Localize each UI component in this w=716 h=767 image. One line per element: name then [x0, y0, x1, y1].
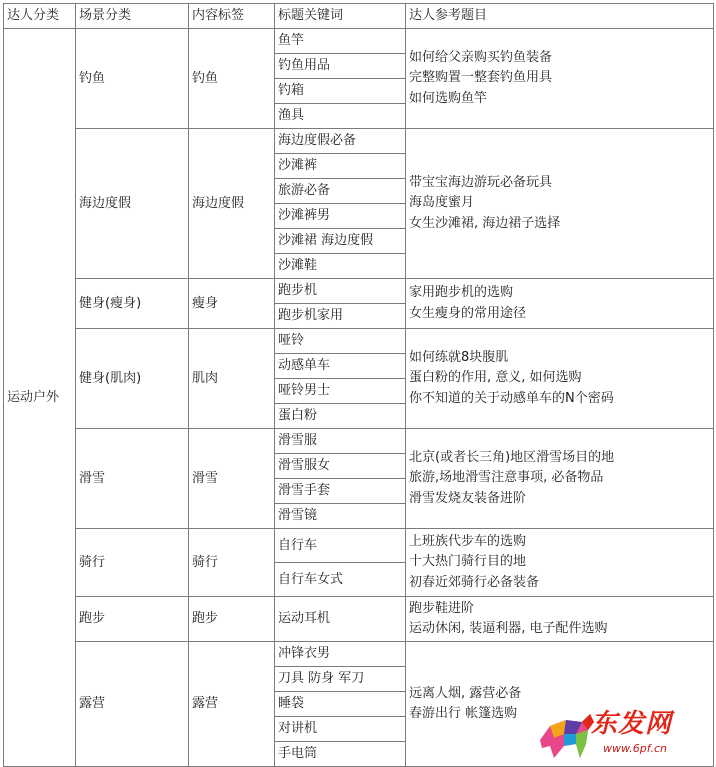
- header-col3: 内容标签: [188, 3, 275, 29]
- scene-cell: 跑步: [75, 596, 189, 642]
- topic-line: 蛋白粉的作用, 意义, 如何选购: [409, 370, 582, 386]
- topic-line: 带宝宝海边游玩必备玩具: [409, 174, 553, 190]
- topics-cell: [405, 128, 714, 279]
- topic-line: 上班族代步车的选购: [409, 533, 527, 549]
- keyword-cell: 自行车女式: [274, 562, 406, 597]
- keyword-cell: 沙滩裤: [274, 153, 406, 179]
- tag-cell: 海边度假: [188, 128, 275, 279]
- topic-line: 远离人烟, 露营必备: [409, 685, 522, 701]
- tag-cell: 滑雪: [188, 428, 275, 529]
- header-col1: 达人分类: [3, 3, 76, 29]
- tag-cell: 钓鱼: [188, 28, 275, 129]
- topics-cell: [405, 28, 714, 129]
- keyword-cell: 海边度假必备: [274, 128, 406, 154]
- keyword-cell: 运动耳机: [274, 596, 406, 642]
- topic-line: 你不知道的关于动感单车的N个密码: [409, 390, 614, 406]
- tag-cell: 瘦身: [188, 278, 275, 329]
- keyword-cell: 滑雪手套: [274, 478, 406, 504]
- topics-cell: [405, 428, 714, 529]
- scene-cell: 骑行: [75, 528, 189, 597]
- topic-line: 如何选购鱼竿: [409, 90, 488, 106]
- topic-line: 家用跑步机的选购: [409, 285, 514, 300]
- scene-cell: 露营: [75, 641, 189, 767]
- keyword-cell: 手电筒: [274, 741, 406, 767]
- keyword-cell: 旅游必备: [274, 178, 406, 204]
- keyword-cell: 动感单车: [274, 353, 406, 379]
- keyword-cell: 睡袋: [274, 691, 406, 717]
- topic-line: 跑步鞋进阶: [409, 600, 475, 616]
- header-col4: 标题关键词: [274, 3, 406, 29]
- topic-line: 女生沙滩裙, 海边裙子选择: [409, 215, 561, 231]
- topic-line: 女生瘦身的常用途径: [409, 305, 527, 321]
- scene-cell: 海边度假: [75, 128, 189, 279]
- keyword-cell: 蛋白粉: [274, 403, 406, 429]
- topic-line: 春游出行 帐篷选购: [409, 706, 518, 721]
- topics-cell: [405, 278, 714, 329]
- topic-line: 初春近郊骑行必备装备: [409, 574, 540, 590]
- keyword-cell: 刀具 防身 军刀: [274, 666, 406, 692]
- topic-line: 完整购置一整套钓鱼用具: [409, 70, 553, 86]
- keyword-cell: 滑雪服女: [274, 453, 406, 479]
- keyword-cell: 跑步机家用: [274, 303, 406, 329]
- keyword-cell: 哑铃: [274, 328, 406, 354]
- scene-cell: 健身(肌肉): [75, 328, 189, 429]
- watermark-brand: 东发网: [591, 709, 673, 739]
- keyword-cell: 滑雪服: [274, 428, 406, 454]
- topic-line: 滑雪发烧友装备进阶: [409, 490, 527, 506]
- scene-cell: 钓鱼: [75, 28, 189, 129]
- tag-cell: 骑行: [188, 528, 275, 597]
- topic-line: 海岛度蜜月: [409, 195, 475, 211]
- keyword-cell: 鱼竿: [274, 28, 406, 54]
- keyword-cell: 冲锋衣男: [274, 641, 406, 667]
- keyword-cell: 跑步机: [274, 278, 406, 304]
- header-col2: 场景分类: [75, 3, 189, 29]
- topic-line: 十大热门骑行目的地: [409, 554, 527, 570]
- topic-line: 旅游,场地滑雪注意事项, 必备物品: [409, 470, 604, 486]
- keyword-cell: 沙滩裤男: [274, 203, 406, 229]
- keyword-cell: 渔具: [274, 103, 406, 129]
- watermark-url: www.6pf.cn: [603, 742, 667, 755]
- keyword-cell: 钓箱: [274, 78, 406, 104]
- tag-cell: 肌肉: [188, 328, 275, 429]
- keyword-cell: 对讲机: [274, 716, 406, 742]
- header-col5: 达人参考题目: [405, 3, 714, 29]
- tag-cell: 露营: [188, 641, 275, 767]
- topic-line: 如何练就8块腹肌: [409, 349, 509, 365]
- keyword-cell: 沙滩鞋: [274, 253, 406, 279]
- keyword-cell: 哑铃男士: [274, 378, 406, 404]
- keyword-cell: 滑雪镜: [274, 503, 406, 529]
- topics-cell: [405, 528, 714, 597]
- scene-cell: 滑雪: [75, 428, 189, 529]
- topic-line: 如何给父亲购买钓鱼装备: [409, 49, 553, 65]
- keyword-cell: 自行车: [274, 528, 406, 563]
- scene-cell: 健身(瘦身): [75, 278, 189, 329]
- category-cell: 运动户外: [3, 28, 76, 767]
- topics-cell: [405, 328, 714, 429]
- tag-cell: 跑步: [188, 596, 275, 642]
- topic-line: 运动休闲, 装逼利器, 电子配件选购: [409, 621, 608, 636]
- keyword-cell: 钓鱼用品: [274, 53, 406, 79]
- topic-line: 北京(或者长三角)地区滑雪场目的地: [409, 449, 615, 465]
- topics-cell: [405, 596, 714, 642]
- keyword-cell: 沙滩裙 海边度假: [274, 228, 406, 254]
